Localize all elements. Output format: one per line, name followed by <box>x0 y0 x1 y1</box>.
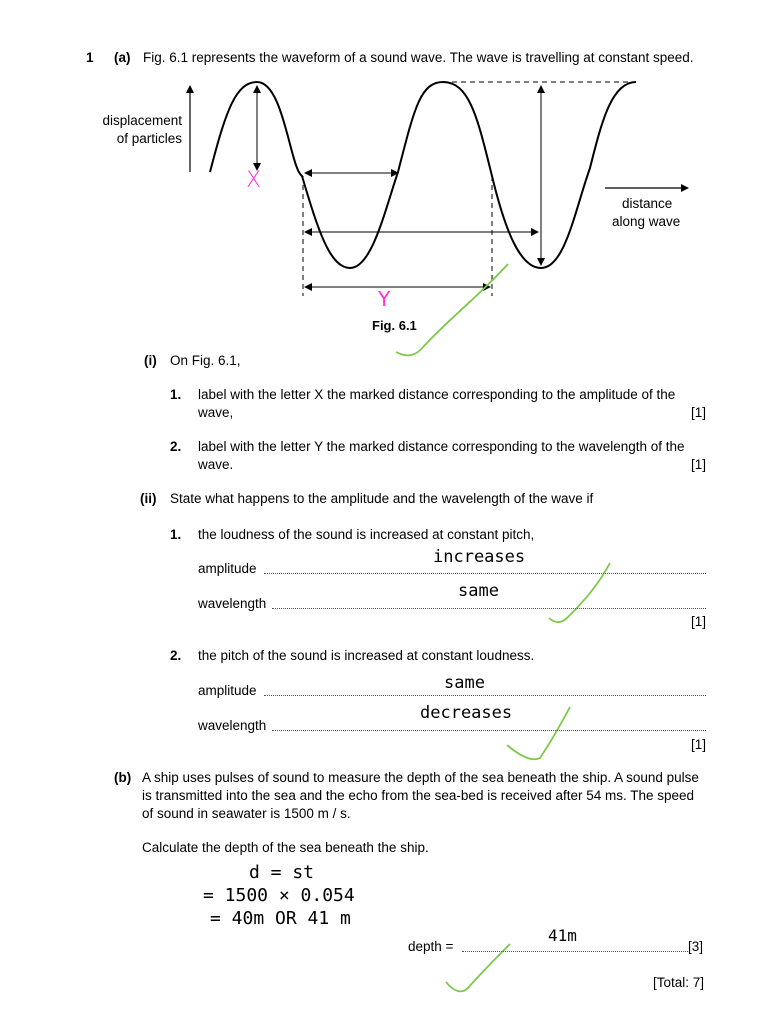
item-ii-2-amplitude-label: amplitude <box>198 683 257 698</box>
part-i-text: On Fig. 6.1, <box>170 353 241 368</box>
item-i-2-line1: label with the letter Y the marked distance corresponding to the wavelength of the <box>198 439 685 454</box>
item-ii-1-wavelength-label: wavelength <box>198 596 267 611</box>
item-i-1-line1: label with the letter X the marked distance corresponding to the amplitude of the <box>198 387 676 402</box>
depth-answer: 41m <box>548 926 577 945</box>
item-ii-2-number: 2. <box>170 648 182 663</box>
item-ii-1-wavelength-answer: same <box>458 581 499 601</box>
part-b-label: (b) <box>114 770 132 785</box>
waveform <box>210 82 636 268</box>
total-marks: [Total: 7] <box>652 975 704 990</box>
item-i-2-marks: [1] <box>690 457 706 472</box>
item-ii-2-wavelength-label: wavelength <box>198 718 267 733</box>
part-a-label: (a) <box>114 50 131 65</box>
item-i-1-number: 1. <box>170 387 182 402</box>
part-b-instruction: Calculate the depth of the sea beneath the ship. <box>142 840 429 855</box>
part-b-marks: [3] <box>688 939 704 954</box>
item-ii-1-amplitude-label: amplitude <box>198 561 257 576</box>
item-i-2-line2: wave. <box>198 457 234 472</box>
part-i-label: (i) <box>144 353 157 368</box>
tick-mark-ii-1 <box>549 563 610 622</box>
item-ii-1-amplitude-line <box>264 573 706 574</box>
depth-answer-line <box>462 951 688 952</box>
item-ii-1-number: 1. <box>170 527 182 542</box>
part-a-intro: Fig. 6.1 represents the waveform of a sound wave. The wave is travelling at constant speed. <box>143 50 694 65</box>
label-y-annotation: Y <box>378 287 391 311</box>
part-ii-label: (ii) <box>140 491 157 506</box>
working-line-1: d = st <box>249 862 315 883</box>
item-ii-2-text: the pitch of the sound is increased at constant loudness. <box>198 648 535 663</box>
part-b-line1: A ship uses pulses of sound to measure the depth of the sea beneath the ship. A sound pulse <box>142 770 699 785</box>
working-line-3: = 40m OR 41 m <box>210 908 351 929</box>
part-b-line2: is transmitted into the sea and the echo from the sea-bed is received after 54 ms. The speed <box>142 788 695 803</box>
item-ii-2-amplitude-answer: same <box>444 673 485 693</box>
item-ii-2-marks: [1] <box>690 737 706 752</box>
x-axis-label-line2: along wave <box>612 214 681 229</box>
y-axis-label-line1: displacement <box>102 113 182 128</box>
figure-caption: Fig. 6.1 <box>372 318 417 333</box>
item-ii-1-marks: [1] <box>690 614 706 629</box>
working-line-2: = 1500 × 0.054 <box>203 885 355 906</box>
item-ii-1-text: the loudness of the sound is increased at constant pitch, <box>198 527 535 542</box>
item-ii-2-wavelength-line <box>272 730 706 731</box>
item-ii-1-wavelength-line <box>272 608 706 609</box>
part-ii-text: State what happens to the amplitude and the wavelength of the wave if <box>170 491 594 506</box>
x-axis-label-line1: distance <box>622 196 673 211</box>
item-ii-2-wavelength-answer: decreases <box>420 703 513 723</box>
item-i-1-marks: [1] <box>690 405 706 420</box>
item-i-1-line2: wave, <box>198 405 234 420</box>
tick-mark-figure <box>396 264 508 355</box>
y-axis-label-line2: of particles <box>116 131 182 146</box>
tick-mark-ii-2 <box>507 707 570 759</box>
label-x-annotation: X <box>246 168 262 193</box>
item-ii-1-amplitude-answer: increases <box>433 547 526 567</box>
part-b-line3: of sound in seawater is 1500 m / s. <box>142 806 351 821</box>
question-number: 1 <box>86 50 94 65</box>
depth-label: depth = <box>408 939 454 954</box>
item-i-2-number: 2. <box>170 439 182 454</box>
item-ii-2-amplitude-line <box>264 695 706 696</box>
